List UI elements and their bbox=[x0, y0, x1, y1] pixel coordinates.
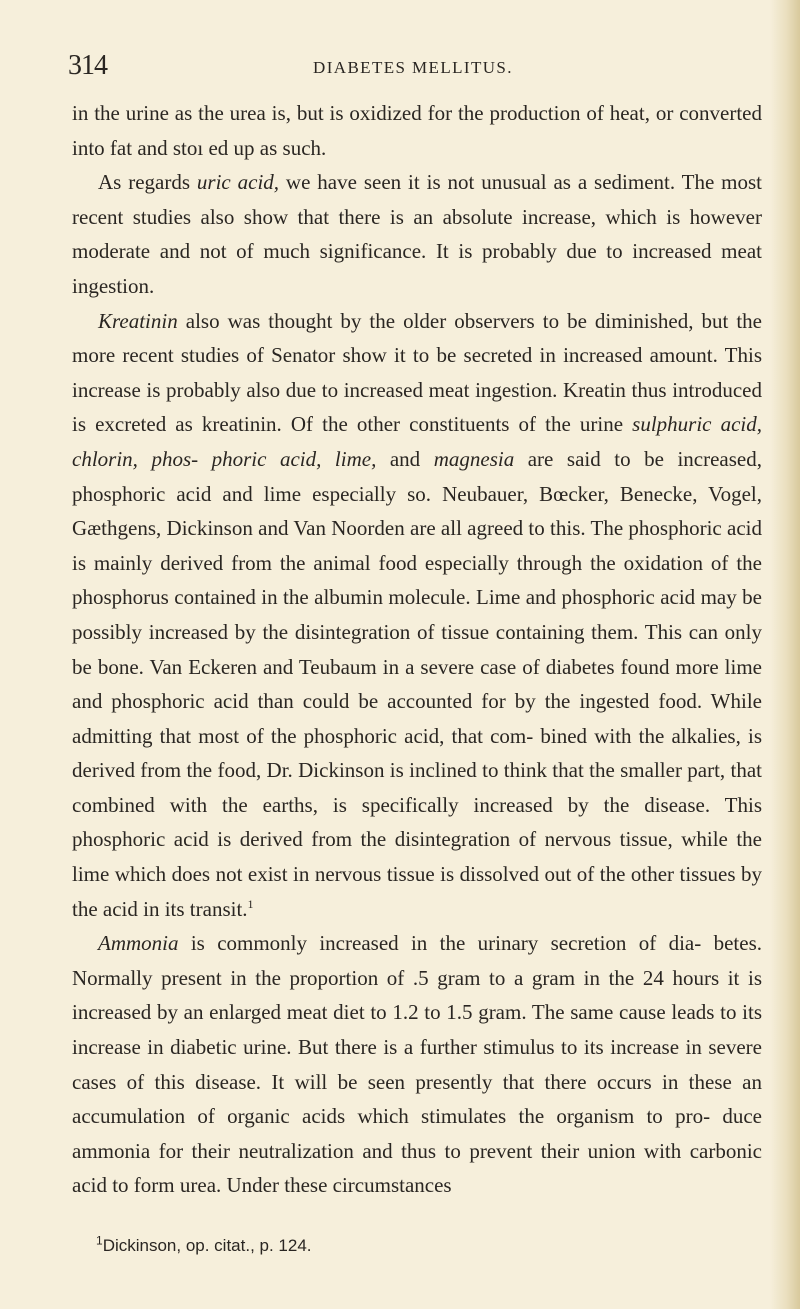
paragraph bbox=[72, 165, 762, 303]
page-header bbox=[68, 50, 758, 86]
text-run: and bbox=[376, 446, 434, 471]
text-run: are said to be increased, phosphoric acid and lime especially so. Neubauer, Bœcker, Benecke, Vogel, Gæthgens, Dickinson and Van Noorden are all agreed to this. The phosphoric acid is mainly derived from the animal food especially through the oxidation of the phosphorus contained in the albumin molecule. Lime and phosphoric acid may be possibly increased by the disintegration of tissue containing them. This can only be bone. Van Eckeren and Teubaum in a severe case of diabetes found more lime and phosphoric acid than could be accounted for by the ingested food. While admitting that most of the phosphoric acid, that com- bined with the alkalies, is derived from the food, Dr. Dickinson is inclined to think that the smaller part, that combined with the earths, is specifically increased by the disease. This phosphoric acid is derived from the disintegration of nervous tissue, while the lime which does not exist in nervous tissue is dissolved out of the other tissues by the acid in its transit. bbox=[72, 446, 762, 921]
page-edge-shadow bbox=[770, 0, 800, 1309]
text-run: is commonly increased in the urinary secretion of dia- betes. Normally present in the proportion of .5 gram to a gram in the 24 hours it is increased by an enlarged meat diet to 1.2 to 1.5 gram. The same cause leads to its increase in diabetic urine. But there is a further stimulus to its increase in severe cases of this disease. It will be seen presently that there occurs in these an accumulation of organic acids which stimulates the organism to pro- duce ammonia for their neutralization and thus to prevent their union with carbonic acid to form urea. Under these circumstances bbox=[72, 931, 762, 1198]
italic-term: magnesia bbox=[433, 446, 515, 471]
italic-term: Ammonia bbox=[98, 931, 179, 956]
footnote-text: Dickinson, op. citat., p. 124. bbox=[102, 1236, 312, 1255]
body-text bbox=[72, 96, 762, 1203]
page-number: 314 bbox=[68, 50, 107, 81]
text-run: As regards bbox=[98, 170, 197, 195]
italic-term: Kreatinin bbox=[98, 308, 178, 333]
text-run: we have seen it is not unusual as a sediment. The most recent studies also show that there is an absolute increase, which is however moderate and not of much significance. It is probably due to increased meat ingestion. bbox=[72, 170, 762, 298]
text-run: also was thought by the older observers to be diminished, but the more recent studies of Senator show it to be secreted in increased amount. This increase is probably also due to increased meat ingestion. Kreatin thus introduced is excreted as kreatinin. Of the other constituents of the urine bbox=[72, 308, 762, 437]
running-head: DIABETES MELLITUS. bbox=[313, 58, 513, 77]
footnote-marker: 1 bbox=[96, 1233, 103, 1248]
paragraph bbox=[72, 926, 762, 1203]
paragraph bbox=[72, 96, 762, 165]
text-run: in the urine as the urea is, but is oxidized for the production of heat, or converted into fat and stoı ed up as such. bbox=[72, 101, 762, 160]
footnote-reference: 1 bbox=[247, 896, 254, 911]
italic-term: uric acid, bbox=[196, 170, 280, 195]
paragraph bbox=[72, 304, 762, 927]
italic-term: sulphuric acid, chlorin, phos- phoric acid, lime, bbox=[72, 412, 762, 471]
footnote bbox=[96, 1233, 756, 1256]
